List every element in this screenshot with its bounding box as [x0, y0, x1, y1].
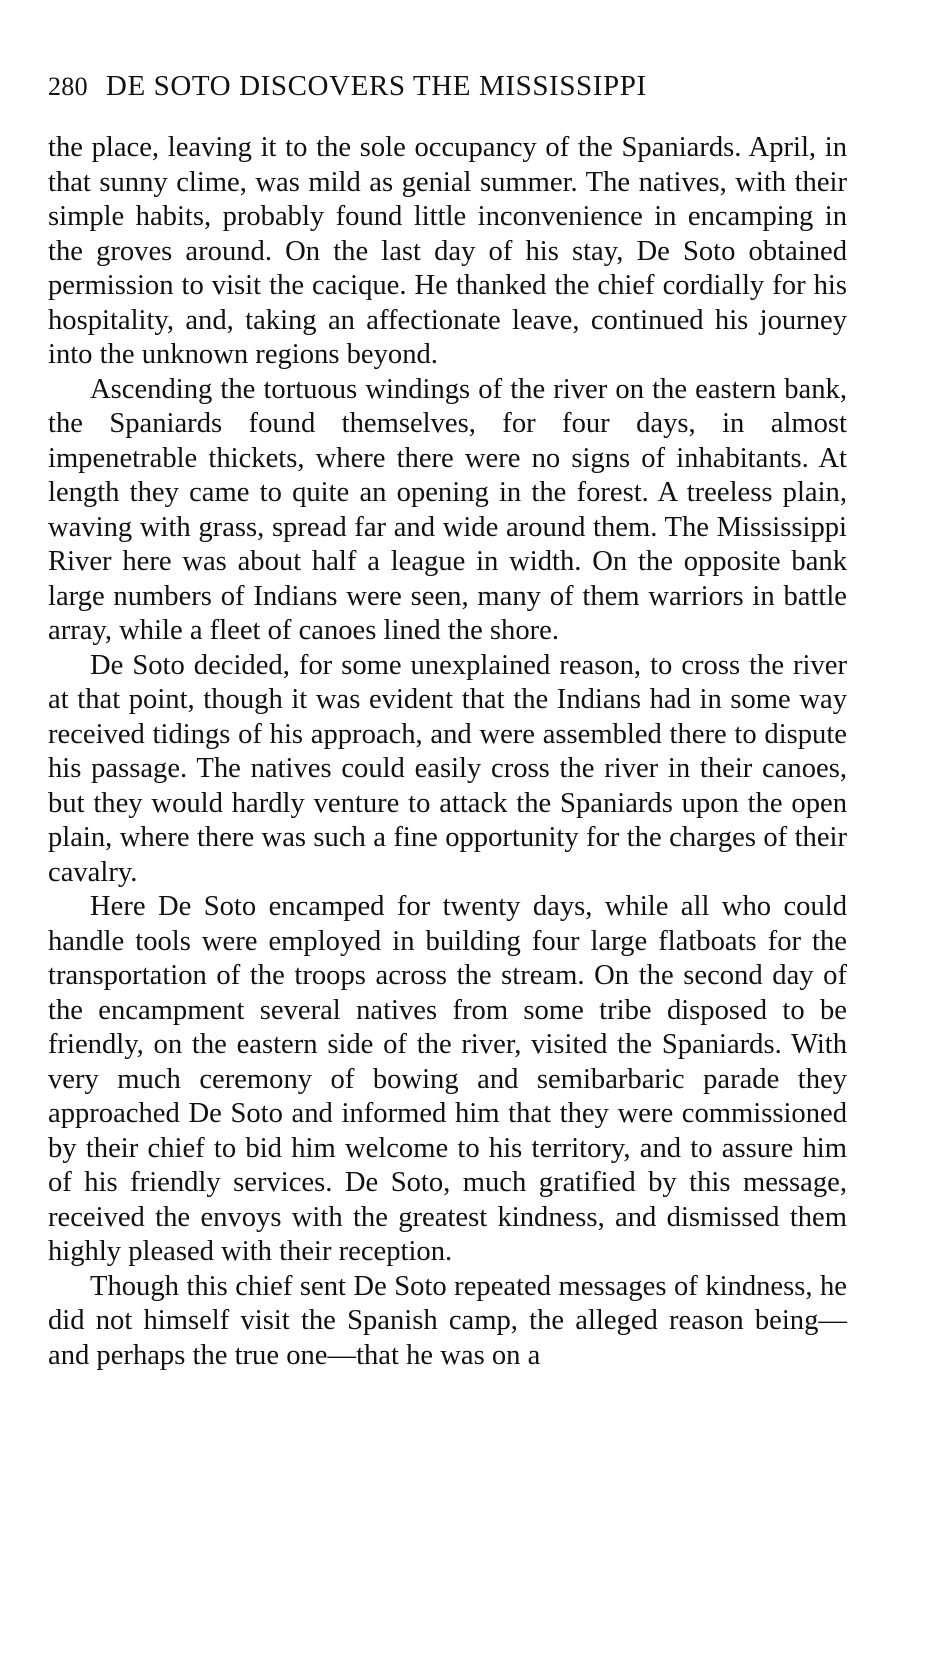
paragraph-continued: the place, leaving it to the sole occupancy of the Spaniards. April, in that sunny clime, was mild as genial summer. The natives, with their simple habits, probably found little inconvenience in encamping in the groves around. On the last day of his stay, De Soto obtained permission to visit the cacique. He thanked the chief cordially for his hospitality, and, taking an affectionate leave, continued his journey into the unknown regions beyond.: [48, 132, 847, 370]
paragraph-encampment: Here De Soto encamped for twenty days, while all who could handle tools were employed in building four large flatboats for the transportation of the troops across the stream. On the second day of the encampment several natives from some tribe disposed to be friendly, on the eastern side of the river, visited the Spaniards. With very much ceremony of bowing and semibarbaric parade they approached De Soto and informed him that they were commissioned by their chief to bid him welcome to his territory, and to assure him of his friendly services. De Soto, much gratified by this message, received the envoys with the greatest kindness, and dismissed them highly pleased with their reception.: [48, 891, 847, 1267]
running-head: [48, 70, 848, 103]
running-title: DE SOTO DISCOVERS THE MISSISSIPPI: [105, 70, 647, 102]
paragraph-crossing-decision: De Soto decided, for some unexplained reason, to cross the river at that point, though it was evident that the Indians had in some way received tidings of his approach, and were assembled there to dispute his passage. The natives could easily cross the river in their canoes, but they would hardly venture to attack the Spaniards upon the open plain, where there was such a fine opportunity for the charges of their cavalry.: [48, 649, 847, 888]
paragraph-ascending: Ascending the tortuous windings of the river on the eastern bank, the Spaniards found themselves, for four days, in almost impenetrable thickets, where there were no signs of inhabitants. At length they came to quite an opening in the forest. A treeless plain, waving with grass, spread far and wide around them. The Mississippi River here was about half a league in width. On the opposite bank large numbers of Indians were seen, many of them warriors in battle array, while a fleet of canoes lined the shore.: [48, 373, 847, 646]
paragraph-chief-messages: Though this chief sent De Soto repeated messages of kindness, he did not himself visit the Spanish camp, the alleged reason being—and perhaps the true one—that he was on a: [48, 1270, 847, 1371]
page-number: 280: [48, 72, 88, 101]
body-text: [48, 131, 847, 1373]
